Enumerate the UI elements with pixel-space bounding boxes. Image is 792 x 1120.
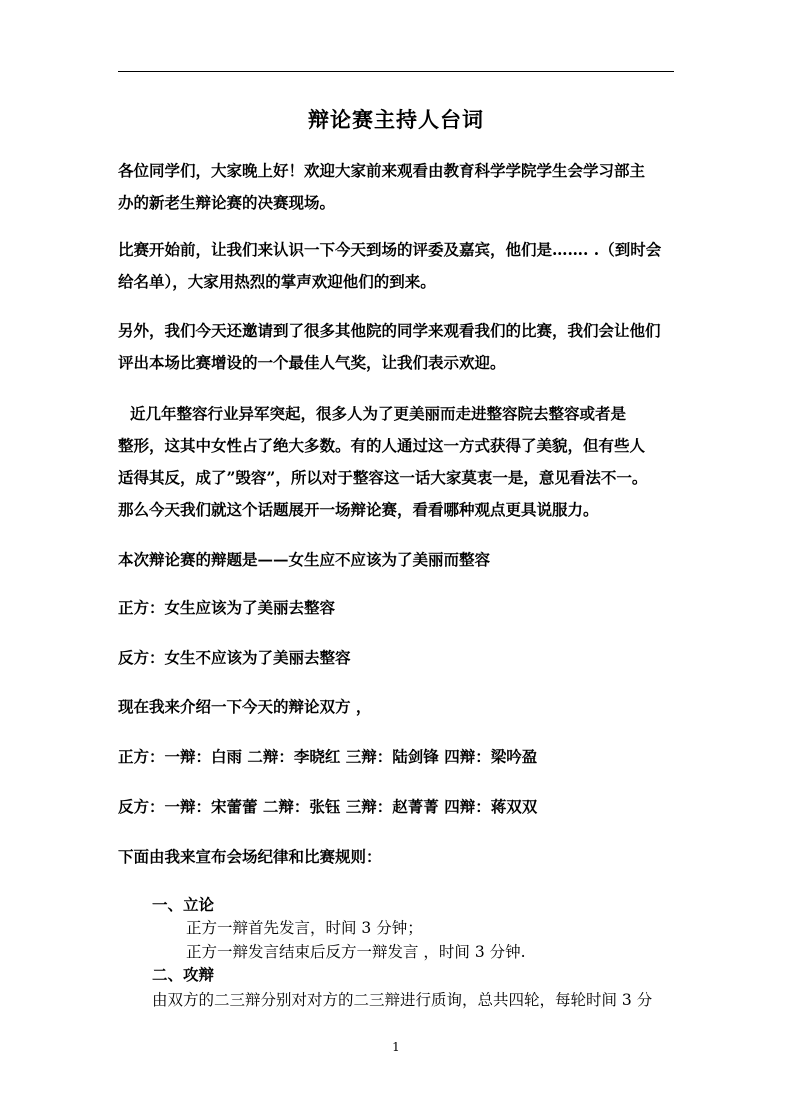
header-rule xyxy=(118,71,674,72)
document-title: 辩论赛主持人台词 xyxy=(308,107,484,132)
paragraph-line: 那么今天我们就这个话题展开一场辩论赛，看看哪种观点更具说服力。 xyxy=(118,500,599,519)
rule-item: 正方一辩发言结束后反方一辩发言 ，时间 3 分钟. xyxy=(186,943,526,961)
rule-item: 由双方的二三辩分别对对方的二三辩进行质询，总共四轮，每轮时间 3 分 xyxy=(152,991,653,1009)
paragraph-line: 各位同学们，大家晚上好！欢迎大家前来观看由教育科学学院学生会学习部主 xyxy=(118,161,646,180)
paragraph-line: 办的新老生辩论赛的决赛现场。 xyxy=(118,193,336,212)
paragraph-line: 下面由我来宣布会场纪律和比赛规则： xyxy=(118,847,382,866)
page-number: 1 xyxy=(392,1040,400,1054)
negative-side: 反方：女生不应该为了美丽去整容 xyxy=(118,648,351,667)
section-heading: 一、立论 xyxy=(152,895,215,914)
paragraph-line: 比赛开始前，让我们来认识一下今天到场的评委及嘉宾，他们是……. .（到时会 xyxy=(118,240,662,259)
affirmative-side: 正方：女生应该为了美丽去整容 xyxy=(118,598,336,617)
paragraph-line: 适得其反，成了”毁容”，所以对于整容这一话大家莫衷一是，意见看法不一。 xyxy=(118,468,648,487)
paragraph-line: 整形，这其中女性占了绝大多数。有的人通过这一方式获得了美貌，但有些人 xyxy=(118,436,646,455)
affirmative-team: 正方：一辩：白雨 二辩：李晓红 三辩：陆剑锋 四辩：梁吟盈 xyxy=(118,747,538,766)
rule-item: 正方一辩首先发言，时间 3 分钟； xyxy=(186,919,423,937)
section-heading: 二、攻辩 xyxy=(152,965,215,984)
paragraph-line: 现在我来介绍一下今天的辩论双方 ， xyxy=(118,697,372,716)
debate-topic: 本次辩论赛的辩题是——女生应不应该为了美丽而整容 xyxy=(118,550,491,569)
paragraph-line: 另外，我们今天还邀请到了很多其他院的同学来观看我们的比赛，我们会让他们 xyxy=(118,321,661,340)
paragraph-line: 给名单），大家用热烈的掌声欢迎他们的到来。 xyxy=(118,272,436,291)
negative-team: 反方：一辩：宋蕾蕾 二辩：张钰 三辩：赵菁菁 四辩：蒋双双 xyxy=(118,797,538,816)
paragraph-line: 评出本场比赛增设的一个最佳人气奖，让我们表示欢迎。 xyxy=(118,353,506,372)
paragraph-line: 近几年整容行业异军突起，很多人为了更美丽而走进整容院去整容或者是 xyxy=(130,404,627,423)
